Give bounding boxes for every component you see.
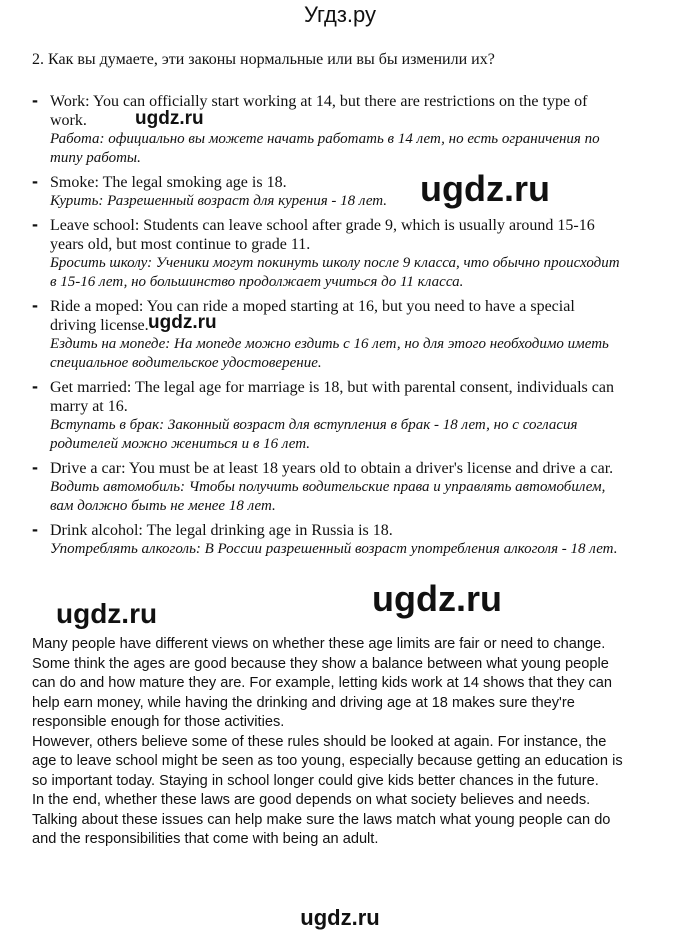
list-item-work — [32, 92, 622, 168]
paragraph: Some think the ages are good because they show a balance between what young people can do and how mature they are. For example, letting kids work at 14 shows that they can help earn money, while having the drinking and driving age at 18 makes sure they're responsible enough for those activities. — [32, 655, 613, 730]
question-heading: 2. Как вы думаете, эти законы нормальные или вы бы изменили их? — [32, 51, 495, 68]
item-english: Ride a moped: You can ride a moped starting at 16, but you need to have a special driving license. — [50, 298, 575, 334]
list-item-drive — [32, 459, 622, 516]
list-item-moped — [32, 297, 622, 373]
item-english: Leave school: Students can leave school after grade 9, which is usually around 15-16 years old, but most continue to grade 11. — [50, 217, 595, 253]
bullet-dash: - — [32, 214, 38, 234]
item-russian: Ездить на мопеде: На мопеде можно ездить с 16 лет, но для этого необходимо иметь специальное водительское удостоверение. — [50, 336, 609, 371]
law-list — [32, 92, 622, 564]
paragraph: In the end, whether these laws are good depends on what society believes and needs. Talking about these issues can help make sure the laws match what young people can do and the responsibilities that come with being an adult. — [32, 792, 611, 847]
list-item-marriage — [32, 378, 622, 454]
item-english: Get married: The legal age for marriage is 18, but with parental consent, individuals can marry at 16. — [50, 379, 614, 415]
item-russian: Вступать в брак: Законный возраст для вступления в брак - 18 лет, но с согласия родителей можно жениться и в 16 лет. — [50, 417, 578, 452]
item-english: Smoke: The legal smoking age is 18. — [50, 174, 287, 191]
discussion-text — [32, 635, 632, 850]
list-item-leave-school — [32, 216, 622, 292]
item-english: Drive a car: You must be at least 18 years old to obtain a driver's license and drive a car. — [50, 460, 614, 477]
watermark-logo: ugdz.ru — [135, 108, 204, 129]
item-russian: Бросить школу: Ученики могут покинуть школу после 9 класса, что обычно происходит в 15-16 лет, но большинство продолжает учиться до 11 класса. — [50, 255, 620, 290]
paragraph: However, others believe some of these rules should be looked at again. For instance, the age to leave school might be seen as too young, especially because getting an education is so important today. Staying in school longer could give kids better chances in the future. — [32, 733, 623, 789]
bullet-dash: - — [32, 90, 38, 110]
watermark-logo: ugdz.ru — [56, 598, 158, 629]
item-russian: Употреблять алкоголь: В России разрешенный возраст употребления алкоголя - 18 лет. — [50, 541, 618, 557]
bullet-dash: - — [32, 519, 38, 539]
item-russian: Водить автомобиль: Чтобы получить водительские права и управлять автомобилем, вам должно быть не менее 18 лет. — [50, 479, 606, 514]
item-english: Drink alcohol: The legal drinking age in Russia is 18. — [50, 522, 393, 539]
bullet-dash: - — [32, 295, 38, 315]
bullet-dash: - — [32, 376, 38, 396]
item-english: Work: You can officially start working at 14, but there are restrictions on the type of work. — [50, 93, 588, 129]
paragraph: Many people have different views on whether these age limits are fair or need to change. — [32, 636, 606, 652]
watermark-logo: ugdz.ru — [148, 312, 217, 333]
bullet-dash: - — [32, 457, 38, 477]
bullet-dash: - — [32, 171, 38, 191]
watermark-logo: ugdz.ru — [372, 578, 502, 619]
site-footer: ugdz.ru — [300, 905, 380, 930]
item-russian: Работа: официально вы можете начать работать в 14 лет, но есть ограничения по типу работы. — [50, 131, 600, 166]
list-item-alcohol — [32, 521, 622, 559]
watermark-logo: ugdz.ru — [420, 168, 550, 209]
site-header: Угдз.ру — [303, 2, 377, 27]
item-russian: Курить: Разрешенный возраст для курения - 18 лет. — [50, 193, 388, 209]
